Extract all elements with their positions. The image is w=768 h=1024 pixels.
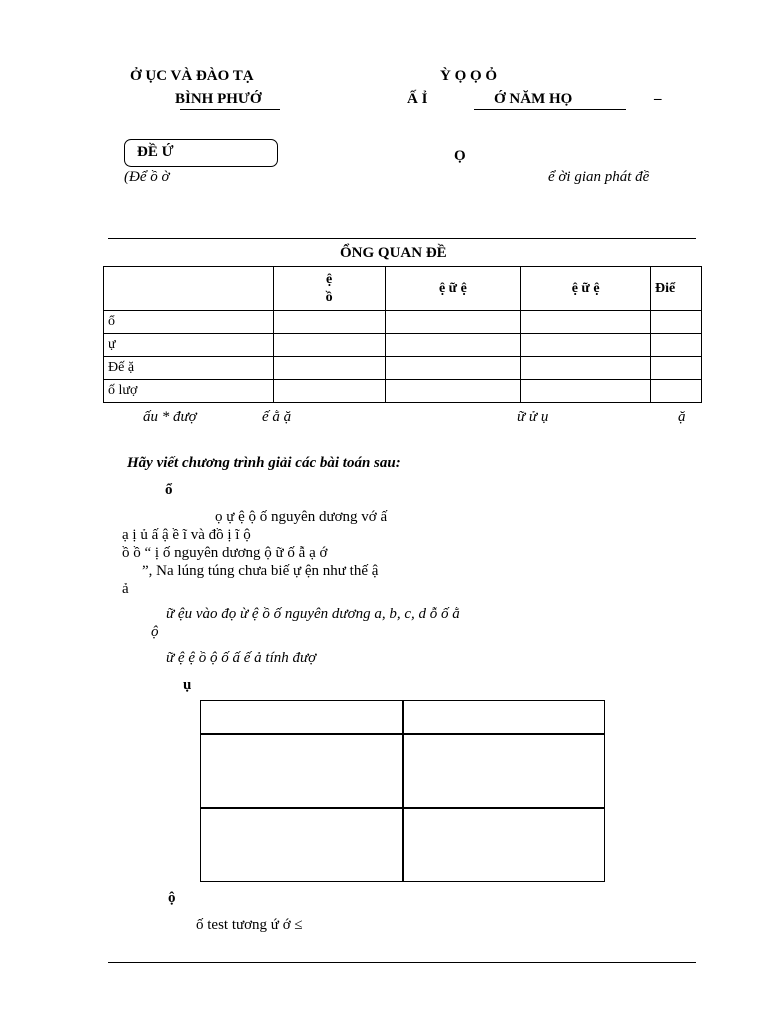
dept-name-line2: BÌNH PHƯỚ [175,91,262,107]
overview-row [104,334,702,357]
overview-cell [385,334,521,357]
overview-cell [521,311,651,334]
example-header-input [200,700,404,735]
overview-title: ỔNG QUAN ĐỀ [340,245,447,261]
subject-label: Ọ [454,148,466,164]
overview-cell [651,311,702,334]
example-cell [200,807,404,882]
overview-cell [273,380,385,403]
top-divider [108,238,696,239]
overview-header-cell: ệ ồ [273,267,385,311]
overview-cell [273,334,385,357]
example-cell [200,733,404,809]
overview-cell [385,311,521,334]
overview-header-row [104,267,702,311]
overview-cell: Đế ặ [104,357,274,380]
footnote-part-d: ặ [678,409,686,425]
official-exam-label: ĐỀ Ứ [137,144,174,160]
problem-text-line1: ọ ự ệ ộ ố nguyên dương vớ ấ [215,509,388,525]
dept-underline [180,109,280,110]
overview-row [104,380,702,403]
overview-cell [651,357,702,380]
overview-header-cell: ệ ữ ệ [385,267,521,311]
bottom-divider [108,962,696,963]
exam-underline [474,109,626,110]
example-label: ụ [183,677,192,693]
problem-text-line3: ồ ồ “ ị ố nguyên dương ộ ữ ố ẫ ạ ớ [122,545,328,561]
overview-cell [273,311,385,334]
exam-title-line2-b: Ớ NĂM HỌ [494,91,573,107]
input-desc-line2: ộ [151,624,159,640]
overview-row [104,311,702,334]
overview-cell [521,334,651,357]
overview-header-cell: ệ ữ ệ [521,267,651,311]
overview-cell [521,380,651,403]
overview-cell [385,380,521,403]
footnote-part-c: ữ ử ụ [517,409,549,425]
dept-name-line1: Ở ỤC VÀ ĐÀO TẠ [130,68,254,84]
instruction-text: Hãy viết chương trình giải các bài toán sau: [127,455,401,471]
input-desc-line1: ữ ệu vào đọ ừ ệ ồ ố nguyên dương a, b, c, d ỗ ố ằ [166,606,460,622]
limits-title: ộ [168,890,176,906]
overview-cell [521,357,651,380]
example-header-output [402,700,605,735]
overview-cell: ố lượ [104,380,274,403]
footnote-part-a: ấu * đượ [143,409,197,425]
official-exam-box [124,139,278,167]
overview-cell [273,357,385,380]
time-note-right: ể ời gian phát đề [548,169,650,185]
overview-cell: ự [104,334,274,357]
problem-text-line5: ả [122,581,129,597]
problem-title: ổ [165,482,173,498]
exam-title-line1: Ỳ Ọ Ọ Ỏ [440,68,498,84]
limits-text: ố test tương ứ ớ ≤ [196,917,303,933]
exam-title-line2-c: – [654,91,662,107]
overview-header-cell [104,267,274,311]
overview-cell [651,380,702,403]
problem-text-line4: ”, Na lúng túng chưa biế ự ện như thế ậ [142,563,379,579]
output-desc: ữ ệ ệ ồ ộ ố ấ ế ả tính đượ [166,650,317,666]
overview-table [103,266,702,403]
footnote-part-b: ế ằ ặ [262,409,292,425]
example-cell [402,733,605,809]
overview-row [104,357,702,380]
overview-header-cell: Điể [651,267,702,311]
time-note-left: (Để ồ ờ [124,169,170,185]
problem-text-line2: ạ ị ủ ấ ậ ề ĩ và đồ ị ĩ ộ [122,527,251,543]
overview-cell [385,357,521,380]
exam-title-line2-a: Ấ Ỉ [407,91,428,107]
overview-cell [651,334,702,357]
overview-cell: ổ [104,311,274,334]
example-cell [402,807,605,882]
